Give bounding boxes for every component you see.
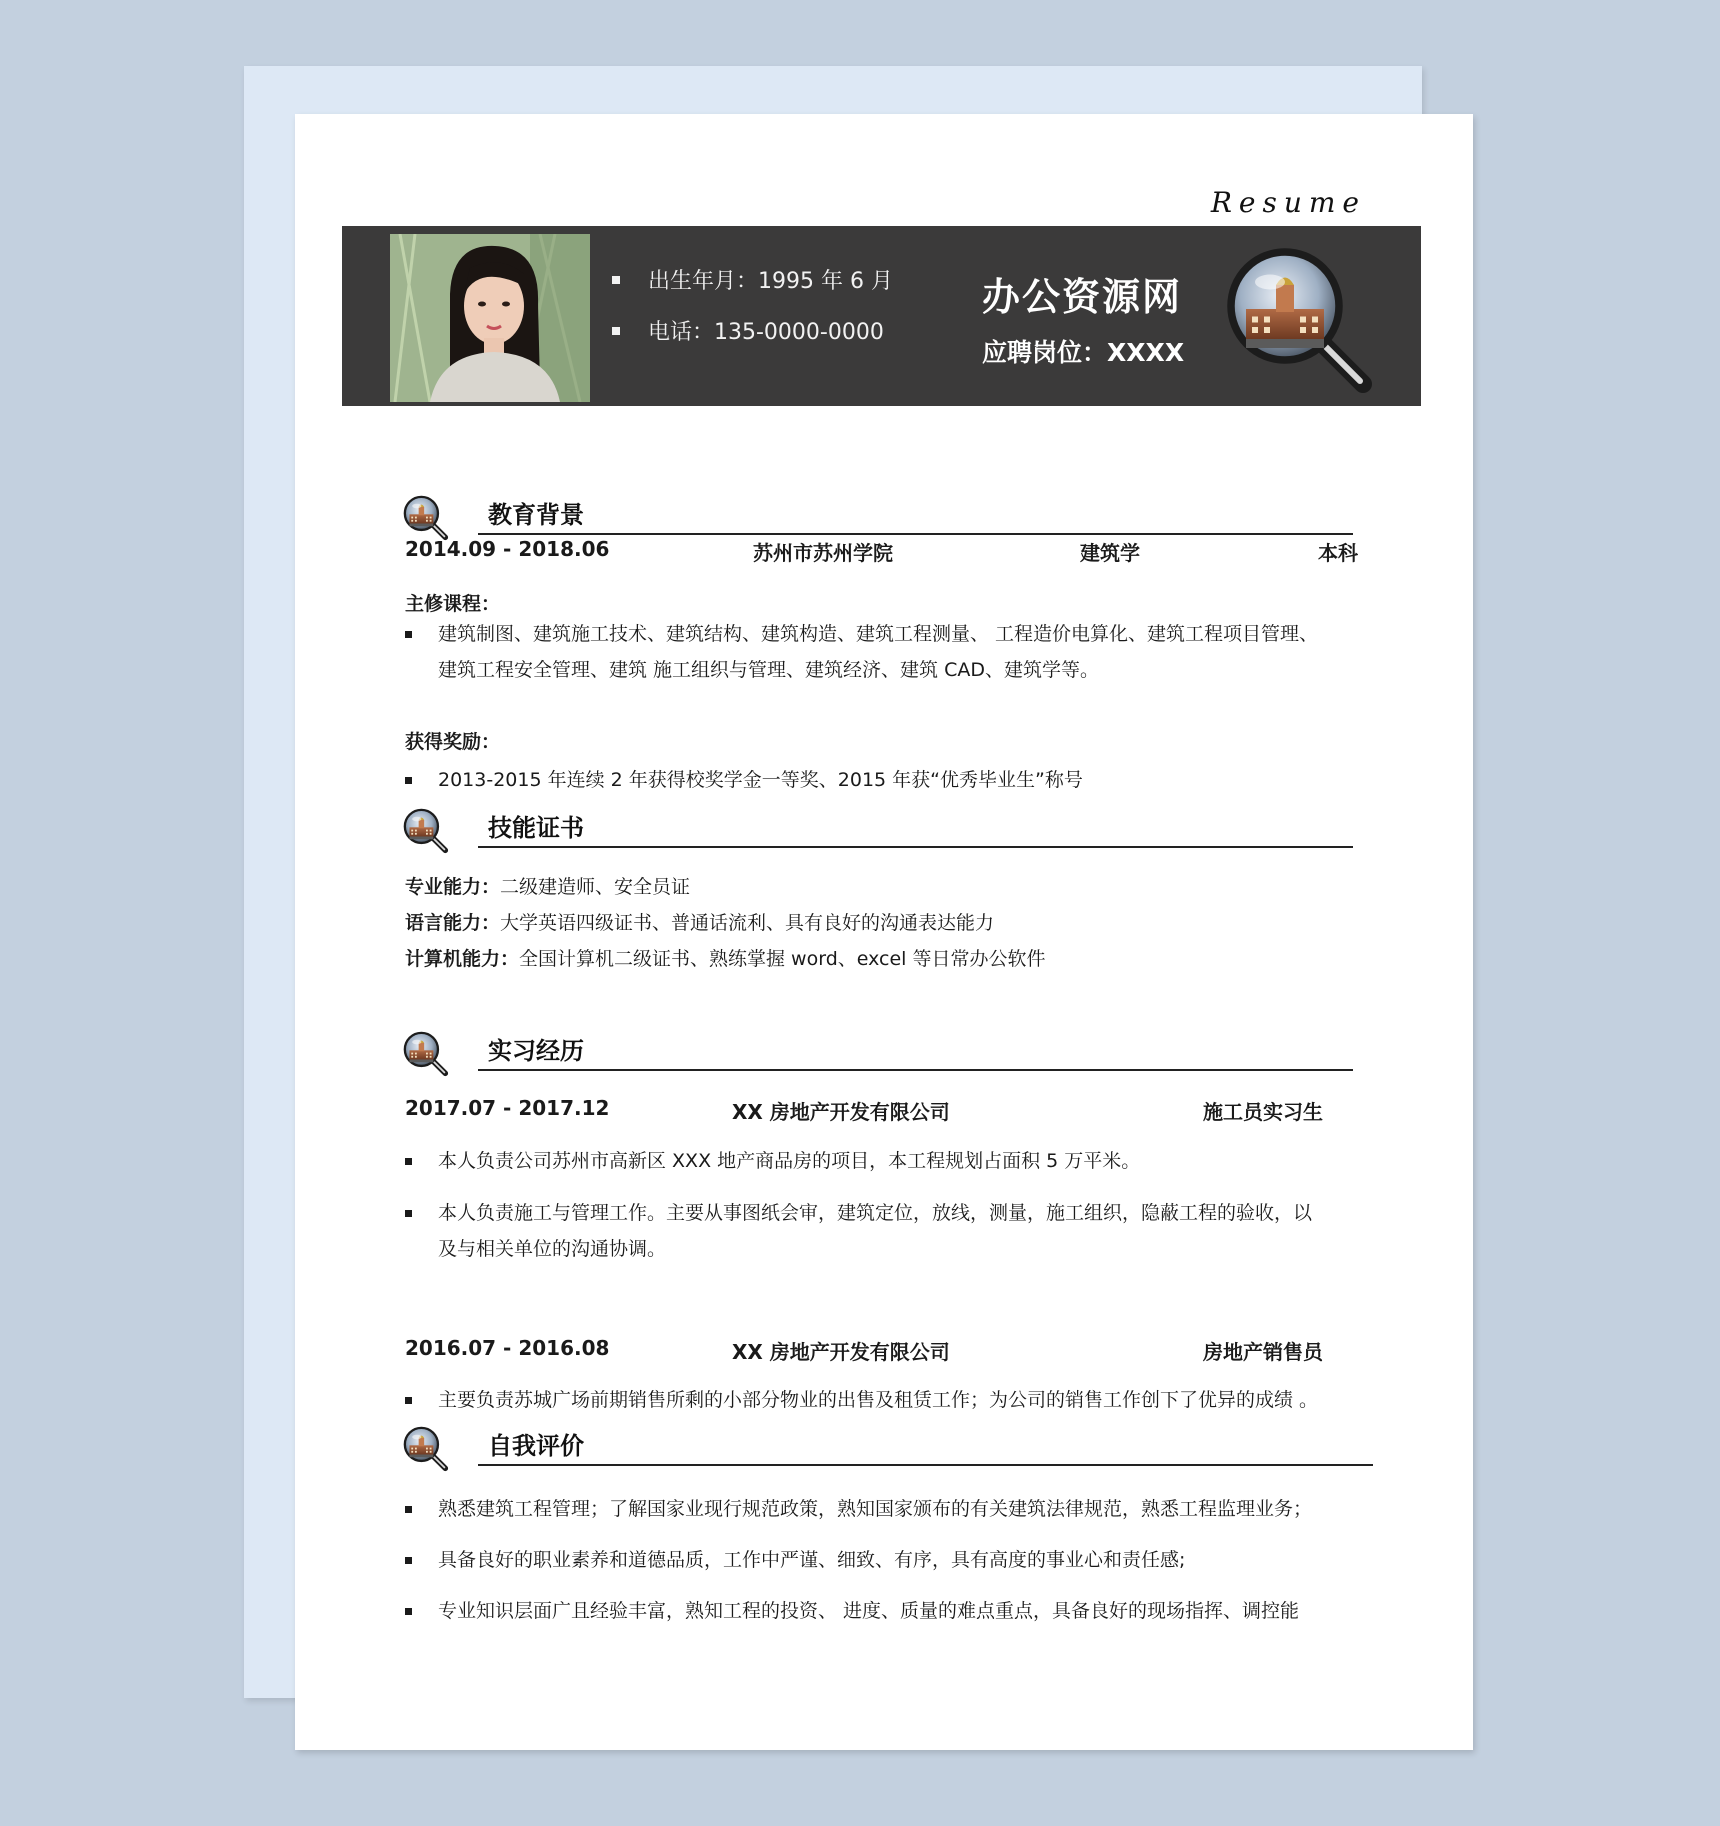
education-title: 教育背景 [488,501,584,529]
bullet-square [405,1397,412,1404]
skills-heading [403,808,1353,858]
self-eval-text: 熟悉建筑工程管理；了解国家业现行规范政策，熟知国家颁布的有关建筑法律规范，熟悉工程监理业务； [438,1498,1313,1520]
job2-company: XX 房地产开发有限公司 [732,1340,950,1364]
awards-label: 获得奖励： [405,731,501,753]
brand-name: 办公资源网 [982,275,1183,319]
resume-page [295,114,1473,1750]
skill-computer [405,944,1045,971]
section-rule [478,846,1353,848]
skill-professional [405,872,690,899]
self-eval-item [405,1542,1365,1578]
self-eval-text: 具备良好的职业素养和道德品质，工作中严谨、细致、有序，具有高度的事业心和责任感; [438,1549,1186,1571]
self-eval-item [405,1593,1365,1629]
language-label: 语言能力： [405,912,501,934]
job1-line1: 本人负责公司苏州市高新区 XXX 地产商品房的项目，本工程规划占面积 5 万平米。 [438,1150,1141,1172]
phone-text: 电话：135-0000-0000 [648,320,884,345]
professional-text: 二级建造师、安全员证 [500,876,691,898]
job1-company: XX 房地产开发有限公司 [732,1100,950,1124]
self-eval-item [405,1491,1365,1527]
phone-row [612,315,884,346]
job1-period: 2017.07 - 2017.12 [405,1096,610,1120]
magnifier-icon [403,1426,449,1472]
courses-label: 主修课程： [405,593,501,615]
internship-heading [403,1031,1353,1081]
bullet-dot [612,276,620,284]
courses-line2: 建筑工程安全管理、建筑 施工组织与管理、建筑经济、建筑 CAD、建筑学等。 [438,659,1099,681]
job2-item1 [405,1382,1365,1418]
job1-role: 施工员实习生 [1203,1100,1323,1124]
edu-major: 建筑学 [1080,541,1140,565]
professional-label: 专业能力： [405,876,501,898]
birth-row [612,264,893,295]
bullet-square [405,1158,412,1165]
skill-language [405,908,994,935]
courses-item [405,616,1365,688]
magnifier-icon [1225,246,1375,396]
position-text: 应聘岗位：XXXX [982,338,1185,367]
resume-label: Resume [1210,186,1366,219]
edu-school: 苏州市苏州学院 [753,541,893,565]
section-rule [478,533,1353,535]
bullet-square [405,1608,412,1615]
job2-role: 房地产销售员 [1203,1340,1323,1364]
computer-label: 计算机能力： [405,948,520,970]
brand-block [982,266,1184,369]
job1-item2 [405,1195,1365,1267]
job1-line3: 及与相关单位的沟通协调。 [438,1238,667,1260]
bullet-square [405,631,412,638]
job1-line2: 本人负责施工与管理工作。主要从事图纸会审，建筑定位，放线，测量，施工组织，隐蔽工程的验收，以 [438,1202,1313,1224]
magnifier-icon [403,495,449,541]
section-rule [478,1464,1373,1466]
profile-photo [390,234,590,402]
edu-degree: 本科 [1318,541,1358,565]
self-eval-heading [403,1426,1373,1476]
section-rule [478,1069,1353,1071]
skills-title: 技能证书 [488,814,584,842]
self-eval-title: 自我评价 [488,1432,584,1460]
job2-period: 2016.07 - 2016.08 [405,1336,610,1360]
awards-item [405,762,1365,798]
header-band [342,226,1421,406]
job1-item1 [405,1143,1365,1179]
job2-line1: 主要负责苏城广场前期销售所剩的小部分物业的出售及租赁工作；为公司的销售工作创下了优异的成绩 。 [438,1389,1319,1411]
self-eval-text: 专业知识层面广且经验丰富，熟知工程的投资、 进度、质量的难点重点，具备良好的现场指挥、调控能 [438,1600,1300,1622]
bullet-dot [612,327,620,335]
bullet-square [405,1557,412,1564]
computer-text: 全国计算机二级证书、熟练掌握 word、excel 等日常办公软件 [519,948,1046,970]
internship-title: 实习经历 [488,1037,584,1065]
magnifier-icon [403,1031,449,1077]
edu-period: 2014.09 - 2018.06 [405,537,610,561]
bullet-square [405,1210,412,1217]
language-text: 大学英语四级证书、普通话流利、具有良好的沟通表达能力 [500,912,995,934]
bullet-square [405,777,412,784]
bullet-square [405,1506,412,1513]
awards-text: 2013-2015 年连续 2 年获得校奖学金一等奖、2015 年获“优秀毕业生”称号 [438,769,1083,791]
courses-line1: 建筑制图、建筑施工技术、建筑结构、建筑构造、建筑工程测量、 工程造价电算化、建筑工程项目管理、 [438,623,1319,645]
magnifier-icon [403,808,449,854]
birth-text: 出生年月：1995 年 6 月 [648,269,893,294]
